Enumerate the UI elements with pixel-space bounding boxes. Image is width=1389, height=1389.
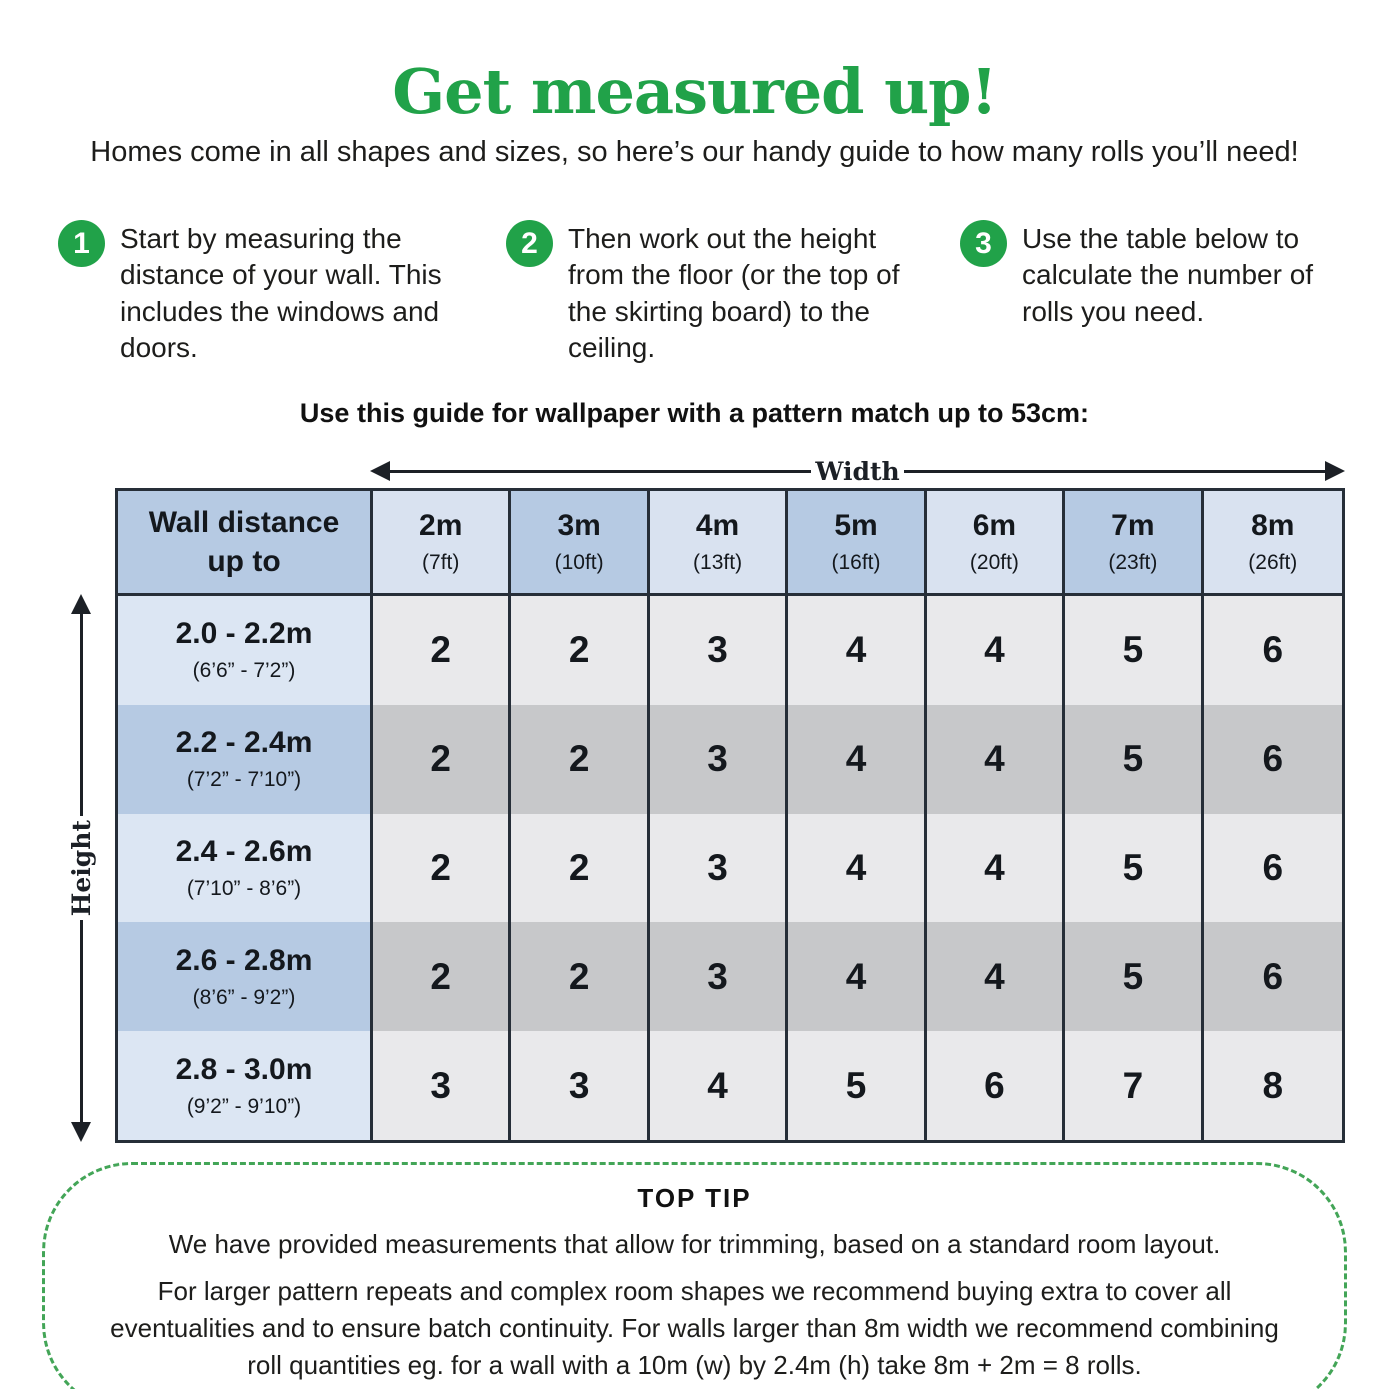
cell-metric-text: 2.0 - 2.2m <box>175 617 313 651</box>
rolls-value-cell <box>1065 596 1203 705</box>
column-header-4m <box>650 491 788 596</box>
rolls-value-cell <box>1204 814 1342 923</box>
arrow-up-icon <box>71 594 91 614</box>
rolls-value-cell <box>511 814 649 923</box>
cell-metric-text: 2m <box>419 509 463 542</box>
rolls-value: 3 <box>707 955 728 997</box>
column-header-7m <box>1065 491 1203 596</box>
rolls-value: 4 <box>845 629 867 671</box>
arrow-line <box>904 470 1325 473</box>
page-subtitle: Homes come in all shapes and sizes, so here’s our handy guide to how many rolls you’ll need! <box>90 136 1299 168</box>
rolls-value-cell <box>927 596 1065 705</box>
rolls-value: 3 <box>707 629 728 671</box>
rolls-value: 5 <box>845 1064 867 1106</box>
cell-imperial-text: (20ft) <box>969 551 1019 574</box>
rolls-value: 3 <box>568 1064 590 1106</box>
cell-metric-text: 5m <box>834 509 878 542</box>
cell-metric-text: 2.2 - 2.4m <box>175 726 313 760</box>
height-label: Height <box>66 819 96 917</box>
top-tip-line-2: For larger pattern repeats and complex room shapes we recommend buying extra to cover all eventualities and to ensure batch continuity. For walls larger than 8m width we recommend combining roll quantities eg. for a wall with a 10m (w) by 2.4m (h) take 8m + 2m = 8 rolls. <box>110 1275 1279 1380</box>
column-header-6m <box>927 491 1065 596</box>
corner-header-text: Wall distance up to <box>148 506 340 578</box>
rolls-value: 2 <box>430 738 451 780</box>
rolls-value-cell <box>373 814 511 923</box>
rolls-value-cell <box>1204 705 1342 814</box>
rolls-value-cell <box>1065 922 1203 1031</box>
rolls-value: 4 <box>984 846 1005 888</box>
rolls-value-cell <box>1065 705 1203 814</box>
step-3-text: Use the table below to calculate the number of rolls you need. <box>1022 223 1314 327</box>
cell-metric-text: 7m <box>1111 509 1155 542</box>
rolls-value: 4 <box>845 738 867 780</box>
cell-imperial-text: (26ft) <box>1248 551 1298 574</box>
rolls-value: 8 <box>1262 1064 1284 1106</box>
rolls-value-cell <box>511 705 649 814</box>
rolls-value-cell <box>650 922 788 1031</box>
rolls-value: 3 <box>707 738 728 780</box>
cell-metric-text: 2.6 - 2.8m <box>175 943 313 977</box>
rolls-value: 6 <box>1262 629 1284 671</box>
rolls-value: 2 <box>568 955 590 997</box>
rolls-value: 2 <box>430 955 451 997</box>
rolls-value: 4 <box>984 629 1005 671</box>
rolls-value-cell <box>788 596 926 705</box>
cell-imperial-text: (7’10” - 8’6”) <box>186 876 302 900</box>
cell-imperial-text: (7’2” - 7’10”) <box>186 768 302 792</box>
rolls-value-cell <box>373 922 511 1031</box>
rolls-value: 7 <box>1122 1064 1144 1106</box>
step-1-text: Start by measuring the distance of your wall. This includes the windows and doors. <box>120 223 442 364</box>
rolls-value-cell <box>373 1031 511 1140</box>
column-header-5m <box>788 491 926 596</box>
step-1 <box>58 218 458 367</box>
rolls-value: 4 <box>984 738 1005 780</box>
rolls-value-cell <box>511 1031 649 1140</box>
rolls-value: 6 <box>984 1064 1005 1106</box>
cell-imperial-text: (13ft) <box>693 551 743 574</box>
arrow-right-icon <box>1325 461 1345 481</box>
rolls-value-cell <box>927 1031 1065 1140</box>
rolls-value: 3 <box>430 1064 451 1106</box>
column-header-8m <box>1204 491 1342 596</box>
rolls-value-cell <box>1204 922 1342 1031</box>
rolls-value: 4 <box>845 846 867 888</box>
width-label: Width <box>815 456 900 486</box>
rolls-value-cell <box>650 1031 788 1140</box>
corner-header-wall-distance <box>118 491 373 596</box>
step-2-number-badge: 2 <box>506 220 553 267</box>
rolls-value-cell <box>650 596 788 705</box>
step-3 <box>960 218 1325 330</box>
rolls-value-cell <box>511 922 649 1031</box>
step-2 <box>506 218 921 367</box>
cell-imperial-text: (10ft) <box>554 551 604 574</box>
rolls-value: 2 <box>568 738 590 780</box>
top-tip-heading: TOP TIP <box>637 1183 752 1213</box>
rolls-value-cell <box>650 814 788 923</box>
rolls-value: 4 <box>984 955 1005 997</box>
rolls-value: 6 <box>1262 846 1284 888</box>
arrow-left-icon <box>370 461 390 481</box>
top-tip-box <box>42 1162 1347 1389</box>
column-header-2m <box>373 491 511 596</box>
rolls-value-cell <box>373 705 511 814</box>
rolls-value-cell <box>1065 814 1203 923</box>
width-dimension-arrow <box>370 456 1345 486</box>
rolls-value-cell <box>788 705 926 814</box>
cell-metric-text: 2.8 - 3.0m <box>175 1052 313 1086</box>
arrow-line <box>80 920 83 1122</box>
column-header-3m <box>511 491 649 596</box>
rolls-value: 2 <box>430 846 451 888</box>
rolls-value-cell <box>1204 1031 1342 1140</box>
rolls-value-cell <box>1065 1031 1203 1140</box>
rolls-value: 5 <box>1122 738 1144 780</box>
step-2-text: Then work out the height from the floor (or the top of the skirting board) to the ceiling. <box>568 223 900 364</box>
rolls-value-cell <box>927 814 1065 923</box>
rolls-value: 3 <box>707 846 728 888</box>
height-dimension-arrow <box>64 594 98 1142</box>
rolls-value-cell <box>511 596 649 705</box>
rolls-value-cell <box>373 596 511 705</box>
page-title: Get measured up! <box>392 55 997 128</box>
rolls-value-cell <box>788 922 926 1031</box>
rolls-value-cell <box>788 1031 926 1140</box>
rolls-value-cell <box>927 705 1065 814</box>
arrow-down-icon <box>71 1122 91 1142</box>
row-label-0 <box>118 596 373 705</box>
cell-imperial-text: (16ft) <box>831 551 881 574</box>
row-label-1 <box>118 705 373 814</box>
cell-metric-text: 4m <box>695 509 740 542</box>
arrow-line <box>390 470 811 473</box>
row-label-3 <box>118 922 373 1031</box>
rolls-value: 6 <box>1262 738 1284 780</box>
rolls-value: 2 <box>568 846 590 888</box>
table-caption: Use this guide for wallpaper with a pattern match up to 53cm: <box>299 398 1090 428</box>
row-label-2 <box>118 814 373 923</box>
rolls-value: 6 <box>1262 955 1284 997</box>
rolls-value: 5 <box>1122 846 1144 888</box>
cell-imperial-text: (8’6” - 9’2”) <box>192 985 296 1009</box>
cell-imperial-text: (6’6” - 7’2”) <box>192 659 296 683</box>
row-label-4 <box>118 1031 373 1140</box>
rolls-value-cell <box>788 814 926 923</box>
top-tip-line-1: We have provided measurements that allow for trimming, based on a standard room layout. <box>168 1229 1221 1259</box>
rolls-value: 5 <box>1122 629 1144 671</box>
cell-metric-text: 8m <box>1251 509 1295 542</box>
cell-metric-text: 3m <box>557 509 601 542</box>
rolls-value-cell <box>927 922 1065 1031</box>
cell-imperial-text: (23ft) <box>1108 551 1158 574</box>
rolls-value: 2 <box>430 629 451 671</box>
rolls-value: 4 <box>707 1064 728 1106</box>
cell-metric-text: 6m <box>972 509 1017 542</box>
rolls-value-cell <box>1204 596 1342 705</box>
step-3-number-badge: 3 <box>960 220 1007 267</box>
rolls-lookup-table <box>115 488 1345 1143</box>
cell-imperial-text: (9’2” - 9’10”) <box>186 1094 302 1118</box>
step-1-number-badge: 1 <box>58 220 105 267</box>
cell-metric-text: 2.4 - 2.6m <box>175 834 313 868</box>
rolls-value: 4 <box>845 955 867 997</box>
cell-imperial-text: (7ft) <box>422 551 460 574</box>
rolls-value: 2 <box>568 629 590 671</box>
arrow-line <box>80 614 83 816</box>
rolls-value-cell <box>650 705 788 814</box>
rolls-value: 5 <box>1122 955 1144 997</box>
